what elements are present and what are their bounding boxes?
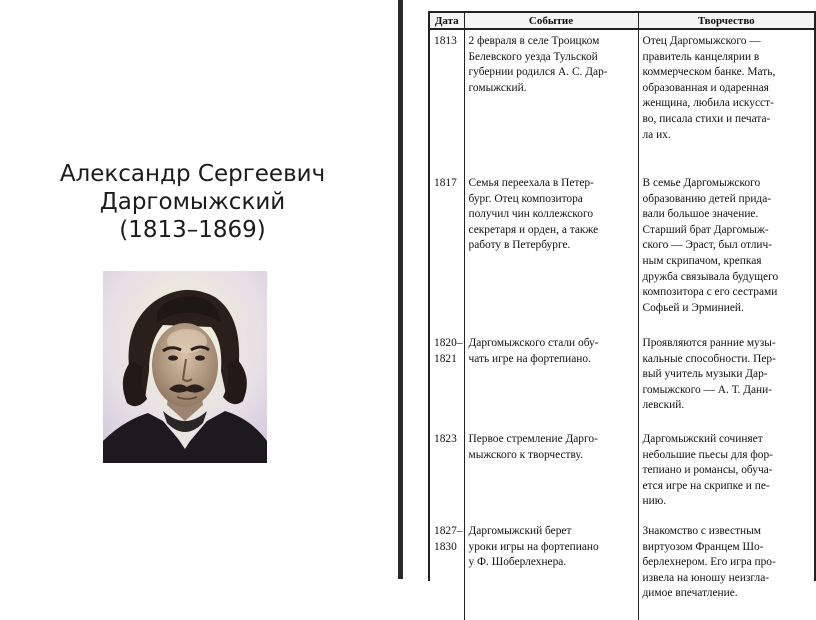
date-line: 1830 — [434, 540, 457, 553]
portrait-image — [103, 271, 267, 463]
work-line: гомыжского — А. Т. Дани- — [642, 383, 773, 396]
date-cell — [430, 172, 464, 332]
date-cell — [430, 332, 464, 428]
work-line: вый учитель музыки Дар- — [642, 368, 768, 381]
work-cell — [638, 172, 814, 332]
work-line: образованная и одаренная — [642, 81, 769, 94]
work-line: ным скрипачом, крепкая — [642, 254, 762, 267]
title-line-2: Даргомыжский — [99, 189, 286, 215]
left-page — [0, 0, 398, 579]
page-title — [20, 160, 365, 244]
work-line: вали большое значение. — [642, 208, 759, 221]
header-date: Дата — [430, 13, 464, 29]
timeline-table — [430, 13, 814, 620]
title-line-3: (1813–1869) — [119, 217, 266, 243]
event-line: бург. Отец композитора — [468, 192, 583, 205]
table-row — [430, 332, 814, 428]
work-line: Даргомыжский сочиняет — [642, 433, 763, 445]
event-line: мыжского к творчеству. — [468, 448, 583, 461]
work-line: правитель канцелярии в — [642, 50, 760, 63]
event-line: секретаря и орден, а также — [468, 223, 599, 236]
event-cell — [464, 428, 638, 520]
event-line: работу в Петербурге. — [468, 239, 571, 252]
work-line: коммерческом банке. Мать, — [642, 66, 776, 79]
timeline-table-frame — [428, 11, 816, 600]
work-line: Старший брат Даргомыж- — [642, 223, 769, 236]
event-line: 2 февраля в селе Троицком — [468, 35, 600, 47]
table-row — [430, 29, 814, 172]
event-line: получил чин коллежского — [468, 208, 594, 221]
work-line: тепиано и романсы, обуча- — [642, 464, 773, 477]
work-line: Проявляются ранние музы- — [642, 337, 776, 349]
event-line: Белевского уезда Тульской — [468, 50, 598, 63]
work-cell — [638, 29, 814, 172]
event-line: Семья переехала в Петер- — [468, 177, 594, 189]
event-line: у Ф. Шоберлехнера. — [468, 556, 567, 569]
event-cell — [464, 172, 638, 332]
work-line: ется игре на скрипке и пе- — [642, 479, 770, 492]
event-cell — [464, 29, 638, 172]
work-line: дружба связывала будущего — [642, 270, 779, 283]
date-line: 1820– — [434, 337, 463, 349]
event-line: Даргомыжского стали обу- — [468, 337, 599, 349]
date-line: 1827– — [434, 525, 463, 537]
event-line: Даргомыжский берет — [468, 525, 572, 537]
work-line: небольшие пьесы для фор- — [642, 448, 773, 461]
work-line: В семье Даргомыжского — [642, 177, 761, 189]
event-line: гомыжский. — [468, 81, 527, 94]
date-line: 1817 — [434, 177, 457, 189]
date-line: 1813 — [434, 35, 457, 47]
event-line: губернии родился А. С. Дар- — [468, 66, 608, 79]
work-line: Софьей и Эрминией. — [642, 301, 744, 314]
date-cell — [430, 428, 464, 520]
work-line: извела на юношу неизгла- — [642, 571, 770, 584]
work-line: нию. — [642, 495, 667, 508]
work-line: димое впечатление. — [642, 587, 738, 600]
portrait-illustration — [103, 271, 267, 463]
work-line: женщина, любила искусст- — [642, 97, 774, 110]
event-cell — [464, 520, 638, 620]
date-cell — [430, 520, 464, 620]
table-header-row — [430, 13, 814, 29]
work-line: виртуозом Францем Шо- — [642, 540, 764, 553]
work-cell — [638, 332, 814, 428]
event-line: Первое стремление Дарго- — [468, 433, 598, 445]
work-cell — [638, 428, 814, 520]
work-line: ского — Эраст, был отлич- — [642, 239, 773, 252]
work-line: ла их. — [642, 128, 671, 141]
date-cell — [430, 29, 464, 172]
work-line: композитора с его сестрами — [642, 286, 778, 299]
title-line-1: Александр Сергеевич — [59, 161, 326, 187]
date-line: 1821 — [434, 352, 457, 365]
work-line: кальные способности. Пер- — [642, 352, 776, 365]
work-line: берлехнером. Его игра про- — [642, 556, 776, 569]
work-line: Знакомство с известным — [642, 525, 762, 537]
work-line: во, писала стихи и печата- — [642, 112, 771, 125]
table-row — [430, 172, 814, 332]
work-cell — [638, 520, 814, 620]
work-line: Отец Даргомыжского — — [642, 35, 761, 47]
table-row — [430, 428, 814, 520]
work-line: образованию детей прида- — [642, 192, 772, 205]
table-row — [430, 520, 814, 620]
header-event: Событие — [464, 13, 638, 29]
event-cell — [464, 332, 638, 428]
event-line: уроки игры на фортепиано — [468, 540, 599, 553]
date-line: 1823 — [434, 433, 457, 445]
event-line: чать игре на фортепиано. — [468, 352, 591, 365]
right-page — [403, 0, 816, 600]
work-line: левский. — [642, 399, 685, 412]
header-work: Творчество — [638, 13, 814, 29]
